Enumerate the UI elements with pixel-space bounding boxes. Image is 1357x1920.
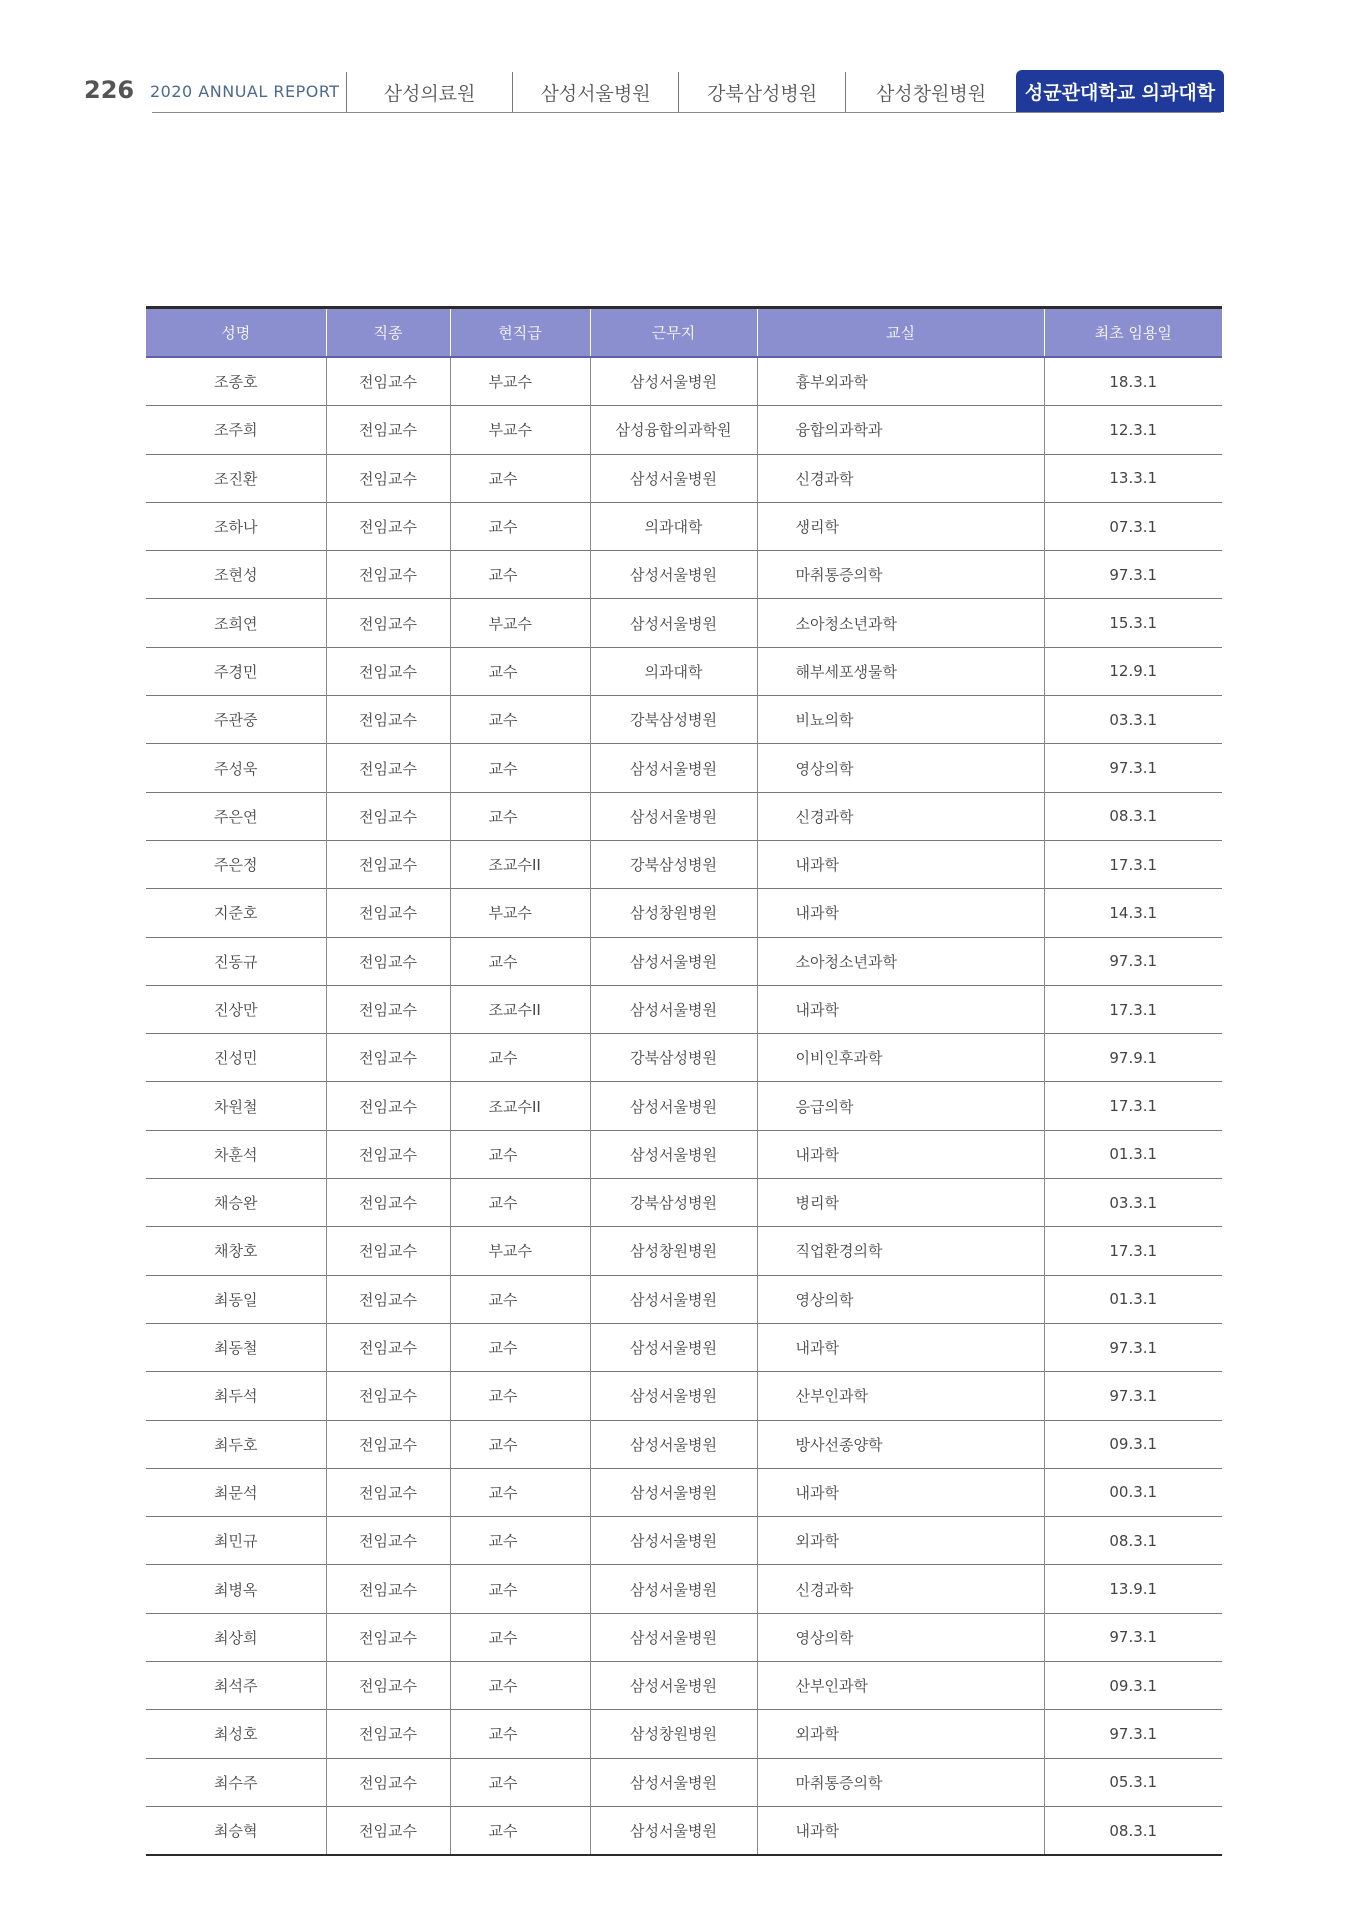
cell-first-appointment: 00.3.1: [1044, 1468, 1222, 1516]
cell-job-type: 전임교수: [326, 1034, 450, 1082]
cell-department: 생리학: [757, 502, 1044, 550]
tab-samsung-medical-center[interactable]: [346, 72, 512, 112]
cell-name: 채승완: [146, 1179, 326, 1227]
cell-rank: 부교수: [450, 889, 590, 937]
table-row: [146, 1468, 1222, 1516]
cell-job-type: 전임교수: [326, 1420, 450, 1468]
cell-job-type: 전임교수: [326, 1806, 450, 1855]
table-row: [146, 647, 1222, 695]
cell-name: 조종호: [214, 373, 258, 392]
cell-job-type: 전임교수: [326, 1179, 450, 1227]
cell-job-type: 전임교수: [326, 1517, 450, 1565]
cell-rank: 교수: [450, 696, 590, 744]
table-header-row: [146, 308, 1222, 358]
cell-workplace: 의과대학: [590, 647, 757, 695]
table-row: [146, 406, 1222, 454]
column-header-rank: 현직급: [450, 308, 590, 358]
cell-first-appointment: 97.3.1: [1044, 1613, 1222, 1661]
cell-name: 채창호: [146, 1227, 326, 1275]
cell-workplace: 삼성서울병원: [590, 1517, 757, 1565]
cell-rank: 조교수II: [450, 1082, 590, 1130]
cell-name: 주성욱: [146, 744, 326, 792]
cell-department: 외과학: [757, 1517, 1044, 1565]
cell-department: 마취통증의학: [757, 1758, 1044, 1806]
cell-job-type: 전임교수: [326, 1130, 450, 1178]
page-number: 226: [84, 76, 135, 104]
table-row: [146, 696, 1222, 744]
tab-samsung-changwon-hospital[interactable]: [845, 72, 1016, 112]
cell-workplace: 삼성서울병원: [590, 1323, 757, 1371]
cell-first-appointment: 97.3.1: [1044, 1323, 1222, 1371]
column-header-department: 교실: [757, 308, 1044, 358]
cell-workplace: 삼성서울병원: [590, 1662, 757, 1710]
cell-workplace: 삼성서울병원: [590, 744, 757, 792]
cell-workplace: 의과대학: [590, 502, 757, 550]
table-row: [146, 937, 1222, 985]
tab-label: 삼성창원병원: [875, 82, 987, 105]
cell-department: 마취통증의학: [757, 551, 1044, 599]
cell-department: 영상의학: [757, 744, 1044, 792]
cell-job-type: 전임교수: [326, 1372, 450, 1420]
cell-name: 진성민: [146, 1034, 326, 1082]
cell-job-type: 전임교수: [326, 696, 450, 744]
table-row: [146, 1275, 1222, 1323]
cell-department: 영상의학: [757, 1275, 1044, 1323]
cell-workplace: 강북삼성병원: [590, 1034, 757, 1082]
cell-first-appointment: 08.3.1: [1044, 1806, 1222, 1855]
cell-job-type: 전임교수: [326, 1613, 450, 1661]
table-row: [146, 1179, 1222, 1227]
header-divider: [152, 112, 1221, 113]
cell-rank: 조교수II: [450, 840, 590, 888]
cell-name: 진상만: [146, 985, 326, 1033]
cell-first-appointment: 97.3.1: [1044, 937, 1222, 985]
tab-samsung-seoul-hospital[interactable]: [512, 72, 678, 112]
cell-workplace: 삼성서울병원: [590, 357, 757, 406]
cell-department: 산부인과학: [757, 1372, 1044, 1420]
cell-first-appointment: 08.3.1: [1044, 792, 1222, 840]
cell-name: 최민규: [146, 1517, 326, 1565]
cell-first-appointment: 09.3.1: [1044, 1662, 1222, 1710]
cell-department: 방사선종양학: [757, 1420, 1044, 1468]
tab-label: 성균관대학교 의과대학: [1024, 81, 1216, 104]
cell-department: 내과학: [757, 1130, 1044, 1178]
cell-workplace: 삼성서울병원: [590, 599, 757, 647]
cell-name: 차훈석: [146, 1130, 326, 1178]
cell-workplace: 강북삼성병원: [590, 1179, 757, 1227]
table-row: [146, 1806, 1222, 1855]
cell-rank: 교수: [450, 1565, 590, 1613]
cell-first-appointment: 05.3.1: [1044, 1758, 1222, 1806]
table-row: [146, 792, 1222, 840]
table-row: [146, 1323, 1222, 1371]
cell-workplace: 삼성서울병원: [590, 1565, 757, 1613]
cell-rank: 교수: [450, 744, 590, 792]
cell-department: 해부세포생물학: [757, 647, 1044, 695]
cell-name: 주관중: [146, 696, 326, 744]
cell-name: 주경민: [146, 647, 326, 695]
cell-workplace: 삼성서울병원: [590, 551, 757, 599]
cell-job-type: 전임교수: [326, 792, 450, 840]
cell-first-appointment: 03.3.1: [1044, 1179, 1222, 1227]
cell-rank: 교수: [450, 1758, 590, 1806]
cell-workplace: 삼성창원병원: [590, 1227, 757, 1275]
table-row: [146, 1517, 1222, 1565]
cell-rank: 부교수: [450, 1227, 590, 1275]
table-row: [146, 985, 1222, 1033]
cell-rank: 교수: [450, 1179, 590, 1227]
cell-job-type: 전임교수: [326, 840, 450, 888]
table-row: [146, 1227, 1222, 1275]
table-row: [146, 551, 1222, 599]
cell-job-type: 전임교수: [326, 1082, 450, 1130]
cell-workplace: 삼성서울병원: [590, 1130, 757, 1178]
cell-name: 최승혁: [146, 1806, 326, 1855]
tab-kangbuk-samsung-hospital[interactable]: [678, 72, 845, 112]
cell-rank: 교수: [450, 1372, 590, 1420]
cell-workplace: 삼성서울병원: [590, 1372, 757, 1420]
cell-department: 소아청소년과학: [757, 937, 1044, 985]
cell-workplace: 강북삼성병원: [590, 840, 757, 888]
tab-skku-medicine[interactable]: [1016, 70, 1224, 112]
table-row: [146, 1420, 1222, 1468]
cell-department: 내과학: [757, 1468, 1044, 1516]
cell-department: 신경과학: [757, 454, 1044, 502]
table-row: [146, 357, 1222, 406]
tab-label: 강북삼성병원: [706, 82, 818, 105]
cell-first-appointment: 17.3.1: [1044, 1227, 1222, 1275]
table-row: [146, 1662, 1222, 1710]
cell-first-appointment: 13.3.1: [1044, 454, 1222, 502]
cell-name: 진동규: [146, 937, 326, 985]
cell-rank: 교수: [450, 1806, 590, 1855]
cell-rank: 교수: [450, 1517, 590, 1565]
cell-first-appointment: 12.3.1: [1044, 406, 1222, 454]
cell-rank: 교수: [450, 792, 590, 840]
cell-job-type: 전임교수: [326, 599, 450, 647]
table-row: [146, 889, 1222, 937]
cell-rank: 교수: [450, 502, 590, 550]
cell-workplace: 삼성서울병원: [590, 1758, 757, 1806]
cell-rank: 교수: [450, 937, 590, 985]
column-header-workplace: 근무지: [590, 308, 757, 358]
cell-workplace: 삼성창원병원: [590, 1710, 757, 1758]
cell-workplace: 삼성서울병원: [590, 1082, 757, 1130]
cell-first-appointment: 01.3.1: [1044, 1275, 1222, 1323]
cell-name: 최동일: [146, 1275, 326, 1323]
cell-first-appointment: 01.3.1: [1044, 1130, 1222, 1178]
cell-name: 최두석: [146, 1372, 326, 1420]
table-row: [146, 744, 1222, 792]
cell-workplace: 삼성서울병원: [590, 454, 757, 502]
column-header-job-type: 직종: [326, 308, 450, 358]
cell-first-appointment: 97.3.1: [1044, 1372, 1222, 1420]
cell-department: 영상의학: [757, 1613, 1044, 1661]
table-body: [146, 357, 1222, 1855]
cell-first-appointment: 97.3.1: [1044, 744, 1222, 792]
table-row: [146, 454, 1222, 502]
cell-first-appointment: 15.3.1: [1044, 599, 1222, 647]
cell-department: 신경과학: [757, 792, 1044, 840]
cell-department: 소아청소년과학: [757, 599, 1044, 647]
cell-department: 신경과학: [757, 1565, 1044, 1613]
table-row: [146, 599, 1222, 647]
cell-name: 지준호: [146, 889, 326, 937]
cell-rank: 부교수: [450, 406, 590, 454]
cell-name: 차원철: [146, 1082, 326, 1130]
column-header-first-appointment: 최초 임용일: [1044, 308, 1222, 358]
cell-job-type: 전임교수: [326, 889, 450, 937]
cell-workplace: 강북삼성병원: [590, 696, 757, 744]
cell-rank: 조교수II: [450, 985, 590, 1033]
cell-first-appointment: 97.3.1: [1044, 1710, 1222, 1758]
cell-name: 주은정: [146, 840, 326, 888]
cell-rank: 부교수: [450, 357, 590, 406]
table-row: [146, 502, 1222, 550]
cell-workplace: 삼성서울병원: [590, 985, 757, 1033]
cell-job-type: 전임교수: [326, 937, 450, 985]
cell-name: 조현성: [146, 551, 326, 599]
cell-first-appointment: 14.3.1: [1044, 889, 1222, 937]
cell-name: 조희연: [146, 599, 326, 647]
cell-rank: 교수: [450, 1420, 590, 1468]
cell-department: 흉부외과학: [757, 357, 1044, 406]
cell-rank: 교수: [450, 1662, 590, 1710]
cell-job-type: 전임교수: [326, 454, 450, 502]
cell-first-appointment: 18.3.1: [1044, 357, 1222, 406]
cell-name: 조주희: [146, 406, 326, 454]
cell-first-appointment: 17.3.1: [1044, 840, 1222, 888]
cell-first-appointment: 12.9.1: [1044, 647, 1222, 695]
cell-name: 최수주: [146, 1758, 326, 1806]
cell-name: 최문석: [146, 1468, 326, 1516]
cell-rank: 교수: [450, 1034, 590, 1082]
cell-workplace: 삼성서울병원: [590, 792, 757, 840]
cell-department: 내과학: [757, 1806, 1044, 1855]
cell-job-type: 전임교수: [326, 985, 450, 1033]
cell-workplace: 삼성서울병원: [590, 1806, 757, 1855]
cell-name: 조진환: [146, 454, 326, 502]
cell-department: 융합의과학과: [757, 406, 1044, 454]
cell-job-type: 전임교수: [326, 744, 450, 792]
cell-name: 최두호: [146, 1420, 326, 1468]
cell-job-type: 전임교수: [326, 1468, 450, 1516]
cell-job-type: 전임교수: [326, 647, 450, 695]
cell-first-appointment: 07.3.1: [1044, 502, 1222, 550]
table-row: [146, 1082, 1222, 1130]
cell-rank: 교수: [450, 1275, 590, 1323]
section-tabs: [346, 72, 1224, 112]
cell-name: 최상희: [146, 1613, 326, 1661]
cell-workplace: 삼성서울병원: [590, 1613, 757, 1661]
cell-job-type: 전임교수: [326, 357, 450, 406]
cell-rank: 교수: [450, 647, 590, 695]
cell-department: 외과학: [757, 1710, 1044, 1758]
cell-department: 내과학: [757, 1323, 1044, 1371]
cell-first-appointment: 03.3.1: [1044, 696, 1222, 744]
cell-first-appointment: 13.9.1: [1044, 1565, 1222, 1613]
faculty-table: [146, 306, 1222, 1856]
cell-first-appointment: 08.3.1: [1044, 1517, 1222, 1565]
cell-job-type: 전임교수: [326, 1227, 450, 1275]
cell-department: 직업환경의학: [757, 1227, 1044, 1275]
cell-job-type: 전임교수: [326, 1275, 450, 1323]
cell-job-type: 전임교수: [326, 1662, 450, 1710]
tab-label: 삼성서울병원: [540, 82, 651, 105]
table-row: [146, 840, 1222, 888]
cell-rank: 교수: [450, 1323, 590, 1371]
cell-department: 이비인후과학: [757, 1034, 1044, 1082]
cell-first-appointment: 09.3.1: [1044, 1420, 1222, 1468]
cell-rank: 교수: [450, 1130, 590, 1178]
table-row: [146, 1565, 1222, 1613]
cell-department: 병리학: [757, 1179, 1044, 1227]
cell-job-type: 전임교수: [326, 406, 450, 454]
cell-name: 최성호: [146, 1710, 326, 1758]
tab-label: 삼성의료원: [383, 82, 476, 105]
cell-workplace: 삼성서울병원: [590, 1468, 757, 1516]
cell-rank: 교수: [450, 454, 590, 502]
cell-first-appointment: 97.9.1: [1044, 1034, 1222, 1082]
cell-job-type: 전임교수: [326, 1710, 450, 1758]
table-row: [146, 1613, 1222, 1661]
table-row: [146, 1372, 1222, 1420]
cell-name: 최동철: [146, 1323, 326, 1371]
cell-job-type: 전임교수: [326, 1565, 450, 1613]
cell-department: 내과학: [757, 889, 1044, 937]
cell-job-type: 전임교수: [326, 1758, 450, 1806]
column-header-name: 성명: [146, 308, 326, 358]
cell-rank: 교수: [450, 1613, 590, 1661]
cell-department: 내과학: [757, 985, 1044, 1033]
cell-first-appointment: 17.3.1: [1044, 1082, 1222, 1130]
cell-rank: 부교수: [450, 599, 590, 647]
cell-workplace: 삼성창원병원: [590, 889, 757, 937]
table-row: [146, 1130, 1222, 1178]
cell-job-type: 전임교수: [326, 502, 450, 550]
cell-workplace: 삼성서울병원: [590, 937, 757, 985]
table-row: [146, 1710, 1222, 1758]
table-row: [146, 1758, 1222, 1806]
cell-name: 주은연: [146, 792, 326, 840]
cell-job-type: 전임교수: [326, 1323, 450, 1371]
cell-workplace: 삼성서울병원: [590, 1275, 757, 1323]
cell-department: 내과학: [757, 840, 1044, 888]
cell-department: 응급의학: [757, 1082, 1044, 1130]
cell-first-appointment: 17.3.1: [1044, 985, 1222, 1033]
table-row: [146, 1034, 1222, 1082]
cell-workplace: 삼성서울병원: [590, 1420, 757, 1468]
cell-workplace: 삼성융합의과학원: [590, 406, 757, 454]
cell-department: 산부인과학: [757, 1662, 1044, 1710]
cell-name: 조하나: [146, 502, 326, 550]
cell-rank: 교수: [450, 1468, 590, 1516]
cell-name: 최석주: [146, 1662, 326, 1710]
cell-name: 최병옥: [146, 1565, 326, 1613]
cell-rank: 교수: [450, 1710, 590, 1758]
report-label: 2020 ANNUAL REPORT: [150, 82, 340, 101]
cell-rank: 교수: [450, 551, 590, 599]
cell-department: 비뇨의학: [757, 696, 1044, 744]
cell-first-appointment: 97.3.1: [1044, 551, 1222, 599]
cell-job-type: 전임교수: [326, 551, 450, 599]
